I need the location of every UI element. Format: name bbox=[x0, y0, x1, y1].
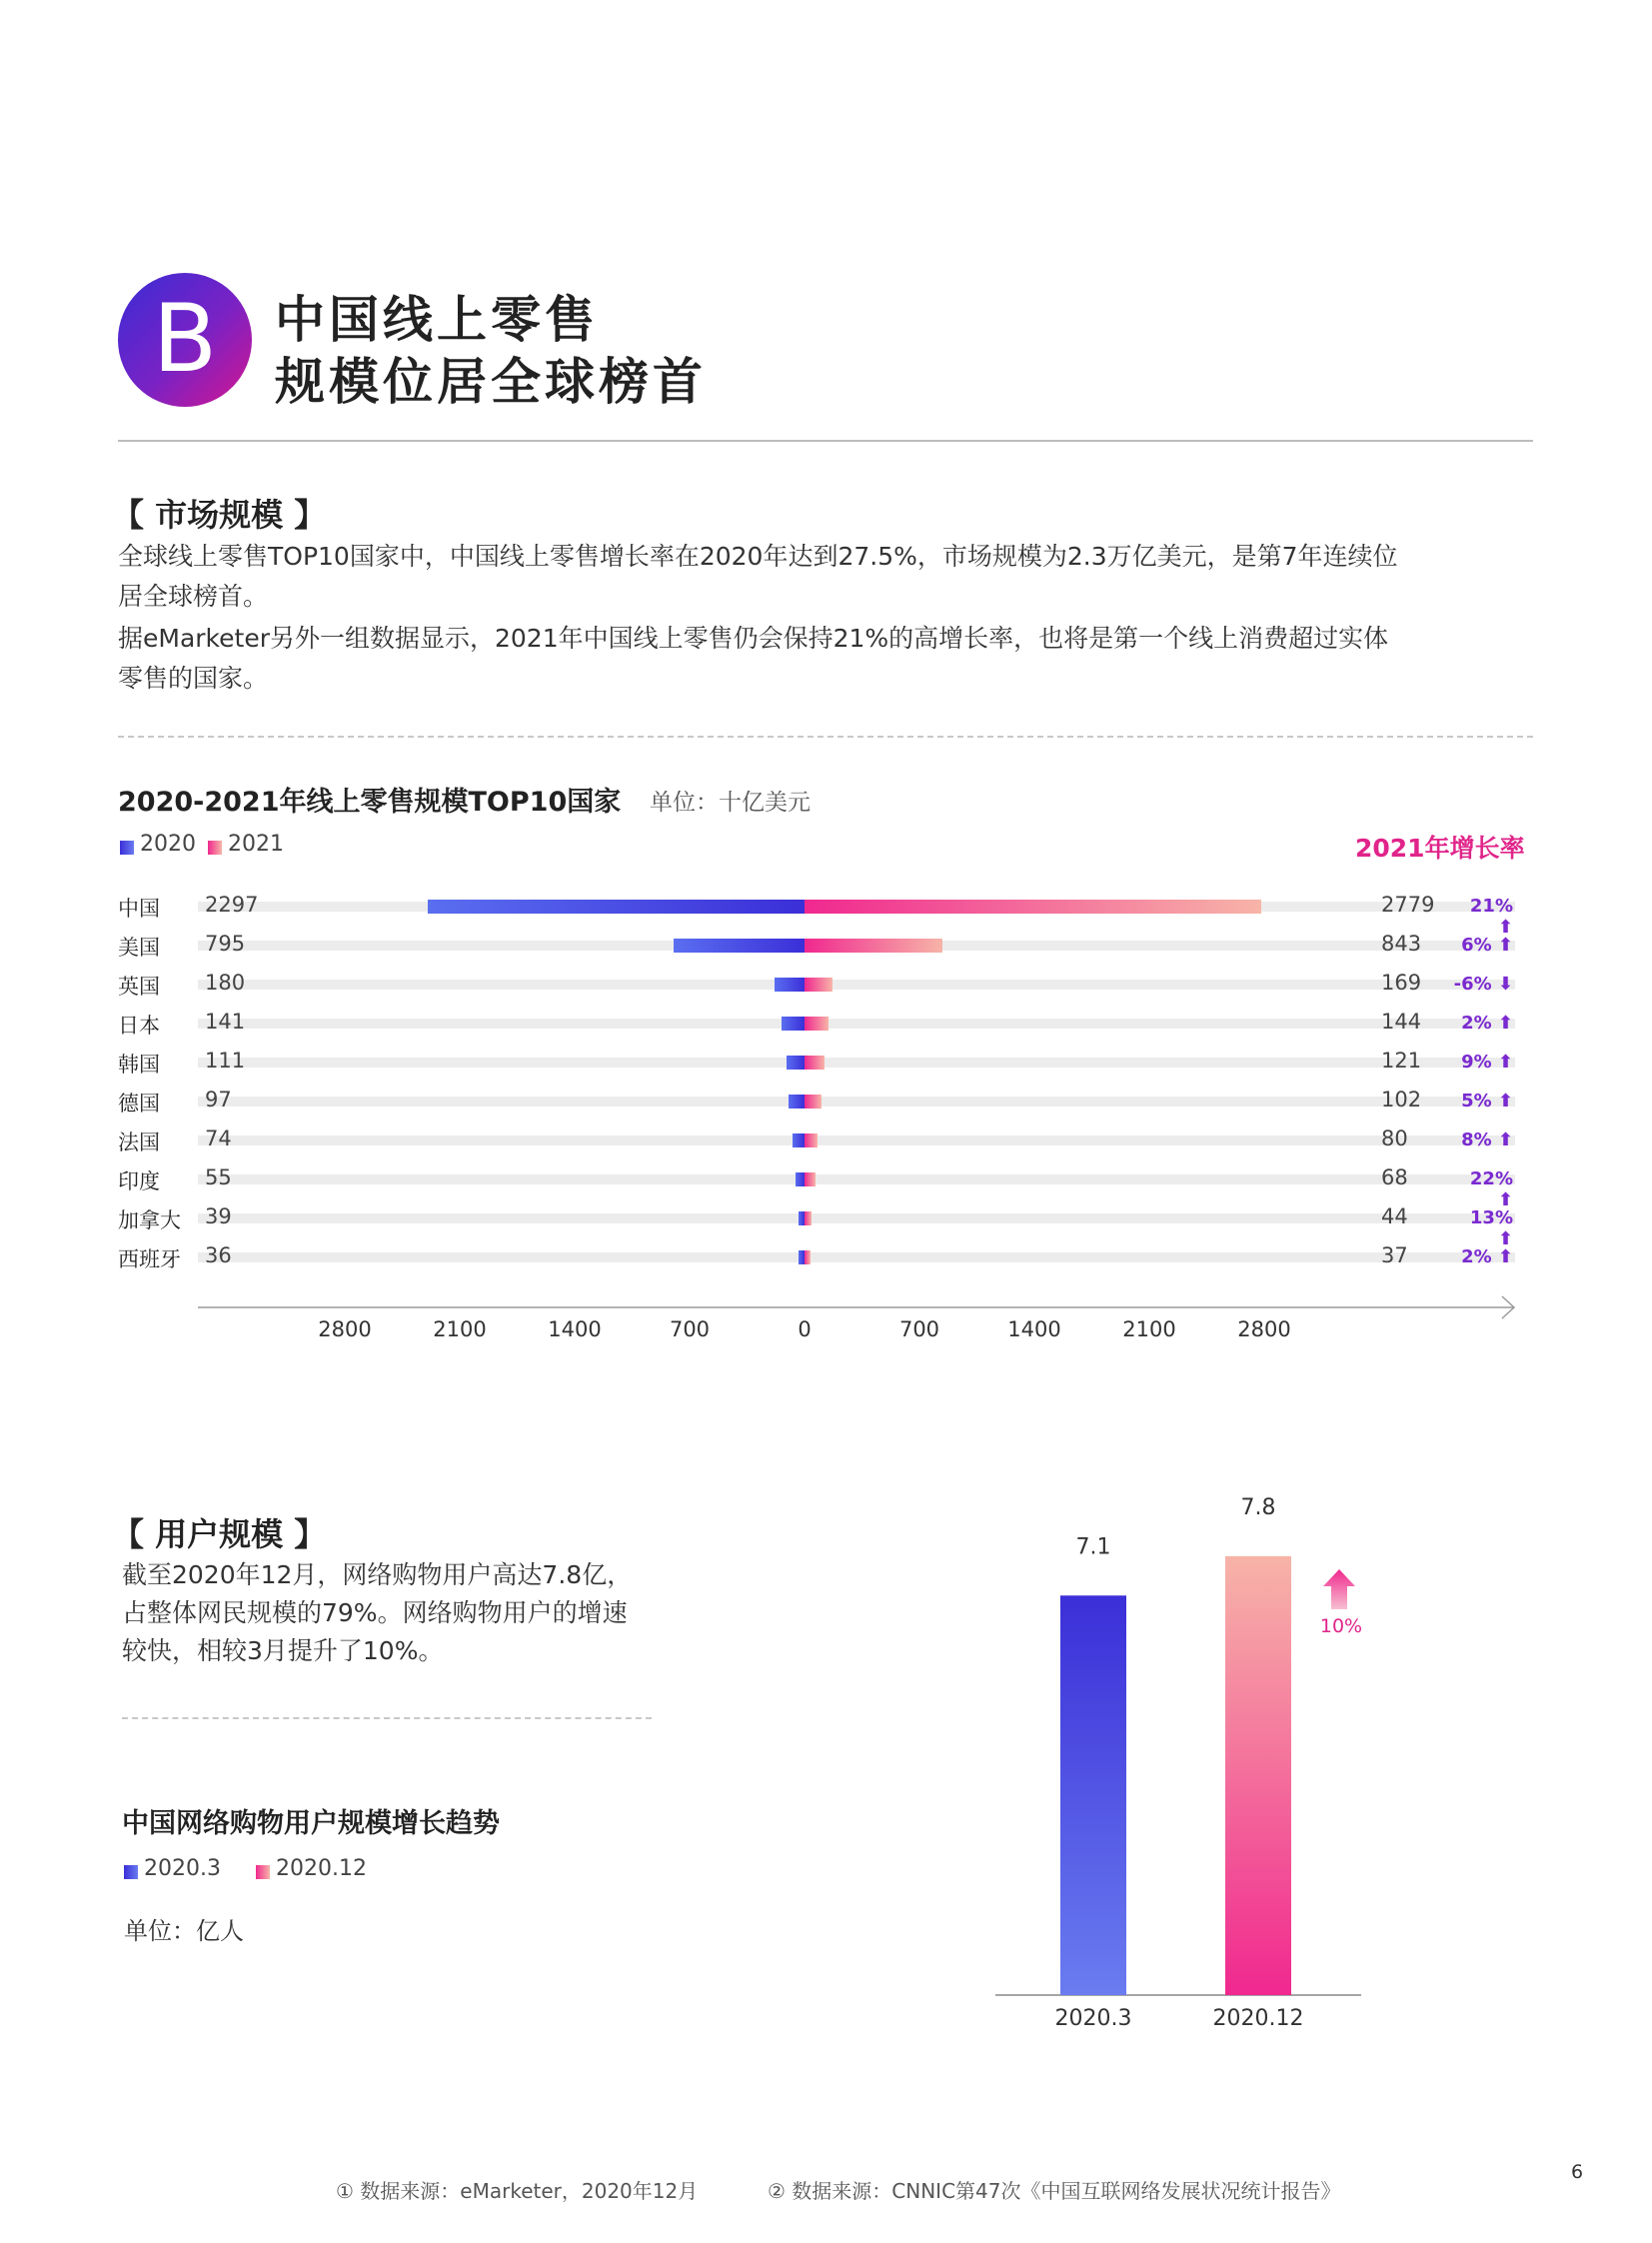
country-label: 法国 bbox=[118, 1130, 160, 1154]
user-bar-category-label: 2020.3 bbox=[1054, 2006, 1132, 2031]
value-2021-label: 169 bbox=[1381, 971, 1422, 995]
value-2020-label: 55 bbox=[205, 1165, 232, 1189]
value-2021-label: 44 bbox=[1381, 1204, 1408, 1228]
page-number: 6 bbox=[1571, 2161, 1584, 2183]
x-tick-label: 700 bbox=[898, 1317, 940, 1341]
value-2020-label: 795 bbox=[205, 932, 246, 956]
market-paragraph-2-line1: 据eMarketer另外一组数据显示，2021年中国线上零售仍会保持21%的高增长率，也将是第一个线上消费超过实体 bbox=[118, 624, 1389, 653]
legend-2020-label: 2020 bbox=[140, 832, 196, 857]
country-label: 中国 bbox=[118, 897, 160, 921]
x-tick-label: 2800 bbox=[318, 1317, 372, 1341]
country-label: 英国 bbox=[118, 975, 160, 999]
value-2021-label: 37 bbox=[1381, 1243, 1408, 1267]
chart2-unit: 单位：亿人 bbox=[124, 1917, 244, 1945]
legend-2021-label: 2021 bbox=[228, 832, 284, 857]
growth-rate-label: 2% ⬆ bbox=[1461, 1013, 1513, 1034]
growth-rate-label: 6% ⬆ bbox=[1461, 935, 1513, 956]
country-label: 印度 bbox=[118, 1169, 160, 1193]
market-paragraph-1-line2: 居全球榜首。 bbox=[118, 582, 269, 611]
user-bar-2020-12 bbox=[1225, 1556, 1291, 1995]
value-2020-label: 74 bbox=[205, 1126, 232, 1150]
growth-rate-label: 22% ⬆ bbox=[1469, 1168, 1513, 1210]
user-bar-category-label: 2020.12 bbox=[1212, 2006, 1304, 2031]
x-tick-label: 0 bbox=[798, 1317, 812, 1341]
chart1-title: 2020-2021年线上零售规模TOP10国家 bbox=[118, 787, 622, 818]
growth-rate-label: 13% ⬆ bbox=[1469, 1207, 1513, 1249]
page-title-line2: 规模位居全球榜首 bbox=[275, 353, 707, 411]
growth-rate-label: 21% ⬆ bbox=[1469, 896, 1513, 938]
footer-source-2: ② 数据来源：CNNIC第47次《中国互联网络发展状况统计报告》 bbox=[768, 2179, 1341, 2203]
value-2021-label: 2779 bbox=[1381, 893, 1435, 917]
page-title-line1: 中国线上零售 bbox=[275, 291, 599, 349]
growth-rate-label: 5% ⬆ bbox=[1461, 1091, 1513, 1112]
users-paragraph-line3: 较快，相较3月提升了10%。 bbox=[122, 1636, 444, 1665]
badge-letter: B bbox=[152, 285, 218, 394]
user-bar-value-label: 7.1 bbox=[1075, 1534, 1111, 1560]
user-bar-value-label: 7.8 bbox=[1240, 1494, 1276, 1520]
legend-2020-12-label: 2020.12 bbox=[276, 1856, 367, 1881]
market-paragraph-1-line1: 全球线上零售TOP10国家中，中国线上零售增长率在2020年达到27.5%，市场规模为2.3万亿美元，是第7年连续位 bbox=[118, 542, 1398, 571]
value-2021-label: 68 bbox=[1381, 1165, 1408, 1189]
market-heading: 【 市场规模 】 bbox=[112, 496, 327, 534]
users-paragraph-line1: 截至2020年12月，网络购物用户高达7.8亿， bbox=[122, 1560, 633, 1589]
value-2021-label: 102 bbox=[1381, 1088, 1422, 1112]
chart2-growth-label: 10% bbox=[1319, 1615, 1363, 1637]
x-tick-label: 2100 bbox=[433, 1317, 487, 1341]
value-2021-label: 80 bbox=[1381, 1126, 1408, 1150]
growth-column-title: 2021年增长率 bbox=[1355, 834, 1525, 863]
value-2020-label: 111 bbox=[205, 1049, 246, 1073]
country-label: 美国 bbox=[118, 936, 160, 960]
country-label: 德国 bbox=[118, 1092, 160, 1116]
footer-source-1: ① 数据来源：eMarketer，2020年12月 bbox=[336, 2179, 699, 2203]
x-tick-label: 2100 bbox=[1122, 1317, 1176, 1341]
value-2020-label: 180 bbox=[205, 971, 246, 995]
x-tick-label: 700 bbox=[669, 1317, 711, 1341]
growth-up-arrow-icon bbox=[1323, 1569, 1355, 1609]
value-2020-label: 39 bbox=[205, 1204, 232, 1228]
value-2021-label: 144 bbox=[1381, 1010, 1422, 1034]
country-label: 加拿大 bbox=[118, 1208, 181, 1232]
chart2-title: 中国网络购物用户规模增长趋势 bbox=[122, 1808, 500, 1839]
country-label: 韩国 bbox=[118, 1053, 160, 1077]
user-bar-2020-3 bbox=[1060, 1595, 1126, 1995]
value-2021-label: 121 bbox=[1381, 1049, 1422, 1073]
x-tick-label: 1400 bbox=[1007, 1317, 1061, 1341]
country-label: 西班牙 bbox=[118, 1247, 181, 1271]
value-2020-label: 2297 bbox=[205, 893, 259, 917]
growth-rate-label: 8% ⬆ bbox=[1461, 1129, 1513, 1150]
value-2021-label: 843 bbox=[1381, 932, 1422, 956]
value-2020-label: 36 bbox=[205, 1243, 232, 1267]
value-2020-label: 141 bbox=[205, 1010, 246, 1034]
users-paragraph-line2: 占整体网民规模的79%。网络购物用户的增速 bbox=[122, 1598, 628, 1627]
x-tick-label: 2800 bbox=[1237, 1317, 1291, 1341]
growth-rate-label: 9% ⬆ bbox=[1461, 1052, 1513, 1073]
growth-rate-label: -6% ⬇ bbox=[1453, 974, 1513, 995]
x-tick-label: 1400 bbox=[548, 1317, 602, 1341]
market-paragraph-2-line2: 零售的国家。 bbox=[118, 664, 269, 693]
growth-rate-label: 2% ⬆ bbox=[1461, 1246, 1513, 1267]
legend-2020-3-label: 2020.3 bbox=[144, 1856, 221, 1881]
country-label: 日本 bbox=[118, 1014, 160, 1038]
chart1-unit: 单位：十亿美元 bbox=[650, 790, 811, 816]
value-2020-label: 97 bbox=[205, 1088, 232, 1112]
users-heading: 【 用户规模 】 bbox=[112, 1515, 327, 1553]
